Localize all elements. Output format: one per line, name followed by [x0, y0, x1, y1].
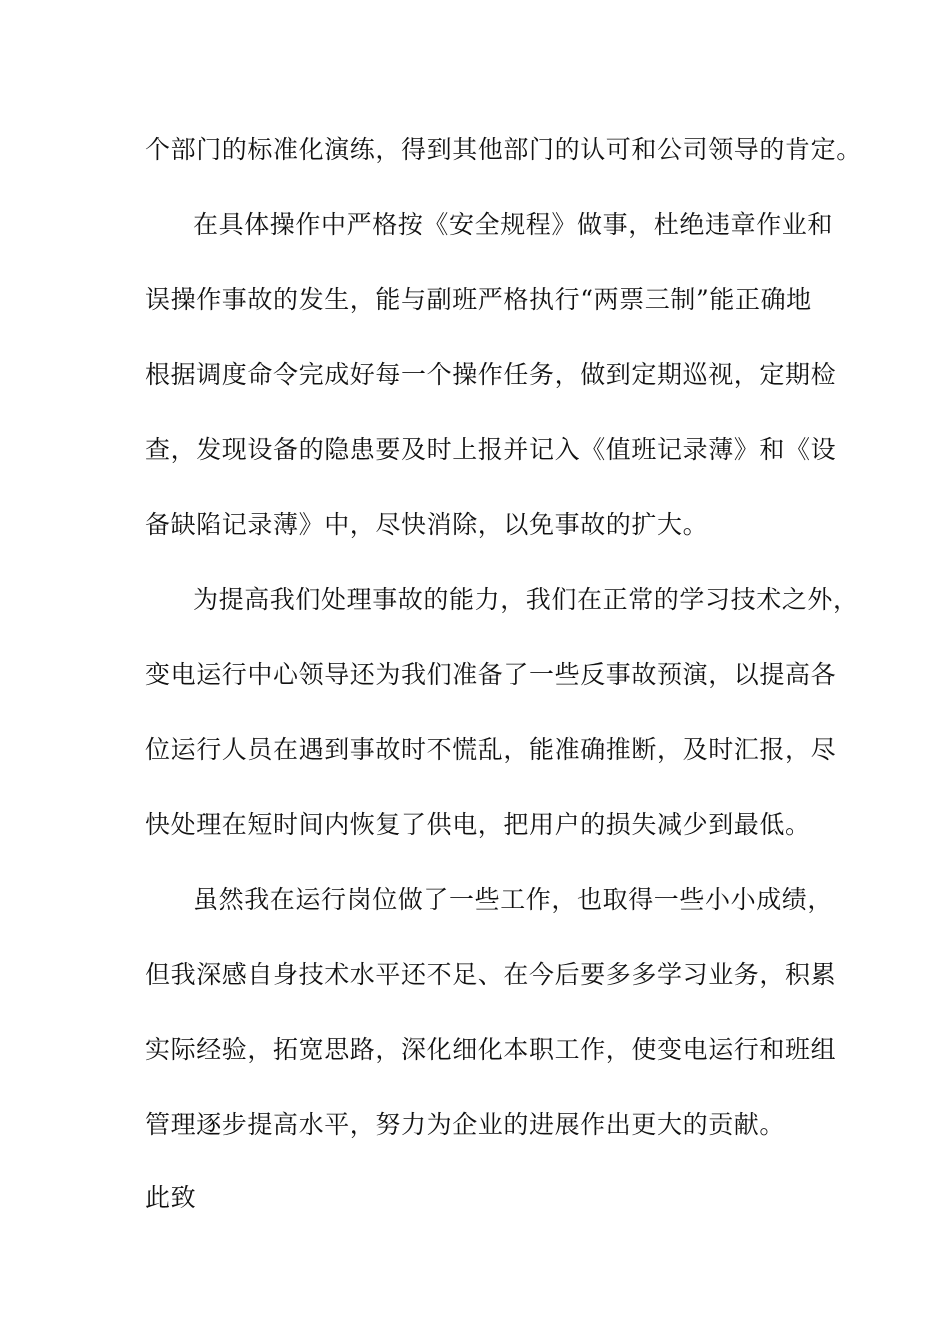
paragraph-line: 为提高我们处理事故的能力，我们在正常的学习技术之外， [193, 585, 859, 614]
paragraph-line: 管理逐步提高水平，努力为企业的进展作出更大的贡献。 [145, 1110, 786, 1139]
paragraph-line: 但我深感自身技术水平还不足、在今后要多多学习业务，积累 [145, 960, 837, 989]
paragraph-line: 在具体操作中严格按《安全规程》做事，杜绝违章作业和 [193, 210, 834, 239]
paragraph-line: 变电运行中心领导还为我们准备了一些反事故预演，以提高各 [145, 660, 837, 689]
paragraph-line: 快处理在短时间内恢复了供电，把用户的损失减少到最低。 [145, 810, 811, 839]
paragraph-line: 备缺陷记录薄》中，尽快消除，以免事故的扩大。 [145, 510, 709, 539]
paragraph-line: 虽然我在运行岗位做了一些工作，也取得一些小小成绩， [193, 885, 834, 914]
paragraph-line: 误操作事故的发生，能与副班严格执行“两票三制”能正确地 [145, 285, 812, 314]
paragraph-line: 实际经验，拓宽思路，深化细化本职工作，使变电运行和班组 [145, 1035, 837, 1064]
closing-salutation: 此致 [145, 1183, 197, 1212]
paragraph-line: 查，发现设备的隐患要及时上报并记入《值班记录薄》和《设 [145, 435, 837, 464]
paragraph-line: 根据调度命令完成好每一个操作任务，做到定期巡视，定期检 [145, 360, 837, 389]
paragraph-line: 个部门的标准化演练，得到其他部门的认可和公司领导的肯定。 [145, 135, 862, 164]
paragraph-line: 位运行人员在遇到事故时不慌乱，能准确推断，及时汇报，尽 [145, 735, 837, 764]
